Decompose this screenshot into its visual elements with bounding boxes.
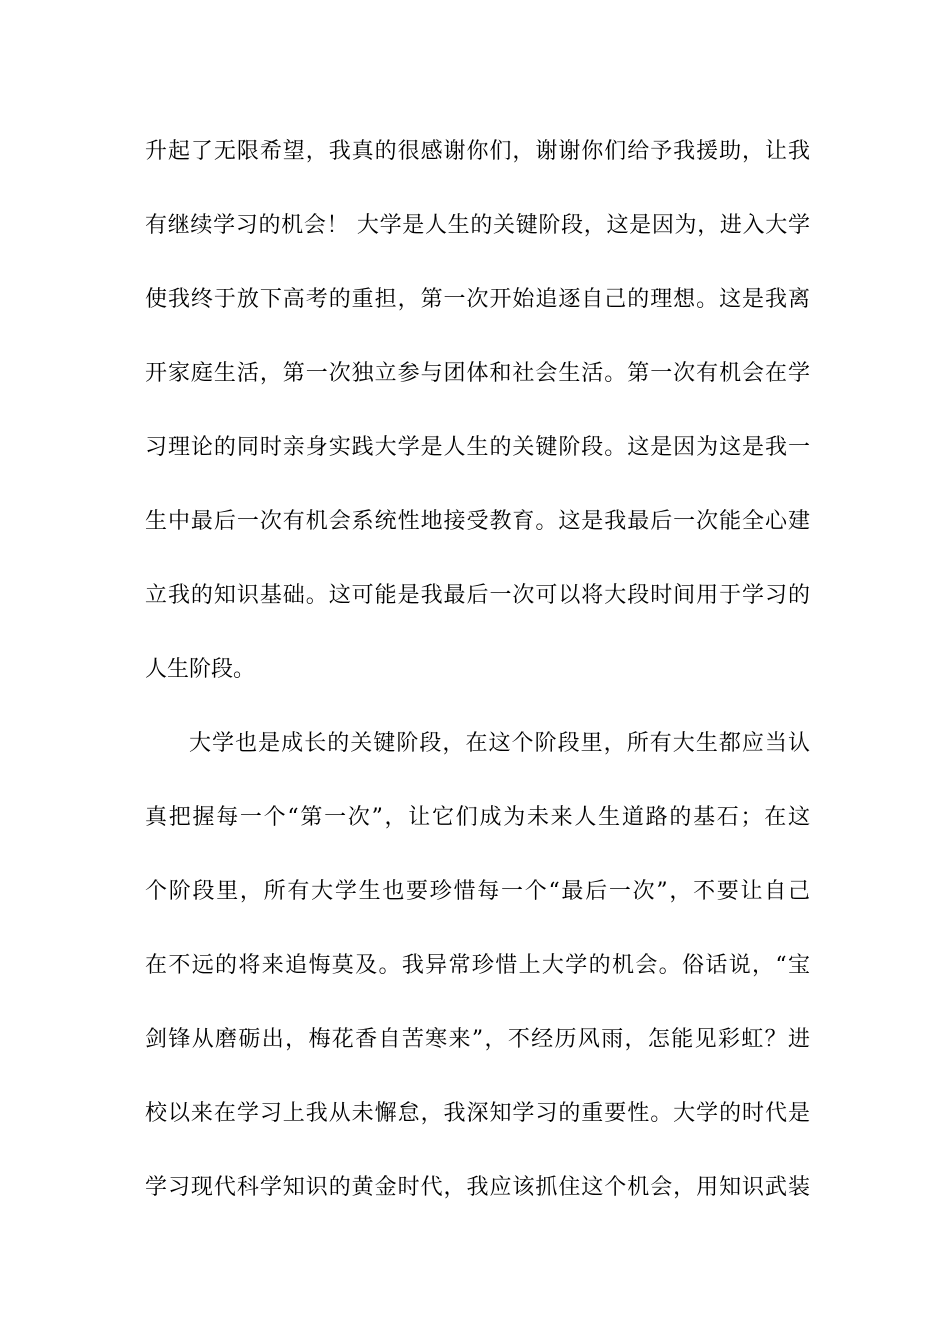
paragraph-1-line-3: 使我终于放下高考的重担，第一次开始追逐自己的理想。这是我离 <box>145 287 810 312</box>
paragraph-2-line-2: 真把握每一个“第一次”，让它们成为未来人生道路的基石；在这 <box>145 805 810 830</box>
paragraph-2-line-5: 剑锋从磨砺出，梅花香自苦寒来”，不经历风雨，怎能见彩虹？进 <box>145 1027 810 1052</box>
paragraph-2-line-1: 大学也是成长的关键阶段，在这个阶段里，所有大生都应当认 <box>189 731 810 756</box>
paragraph-1-line-6: 生中最后一次有机会系统性地接受教育。这是我最后一次能全心建 <box>145 509 810 534</box>
paragraph-2-line-6: 校以来在学习上我从未懈怠，我深知学习的重要性。大学的时代是 <box>145 1101 810 1126</box>
paragraph-2-line-4: 在不远的将来追悔莫及。我异常珍惜上大学的机会。俗话说，“宝 <box>145 953 810 978</box>
paragraph-2-line-3: 个阶段里，所有大学生也要珍惜每一个“最后一次”，不要让自己 <box>145 879 810 904</box>
paragraph-1-line-8: 人生阶段。 <box>145 657 256 682</box>
paragraph-1-line-1: 升起了无限希望，我真的很感谢你们，谢谢你们给予我援助，让我 <box>145 139 810 164</box>
paragraph-1-line-4: 开家庭生活，第一次独立参与团体和社会生活。第一次有机会在学 <box>145 361 810 386</box>
paragraph-2-line-7: 学习现代科学知识的黄金时代，我应该抓住这个机会，用知识武装 <box>145 1175 810 1200</box>
paragraph-1-line-7: 立我的知识基础。这可能是我最后一次可以将大段时间用于学习的 <box>145 583 810 608</box>
paragraph-1-line-5: 习理论的同时亲身实践大学是人生的关键阶段。这是因为这是我一 <box>145 435 810 460</box>
paragraph-1-line-2: 有继续学习的机会！ 大学是人生的关键阶段，这是因为，进入大学 <box>145 213 810 238</box>
